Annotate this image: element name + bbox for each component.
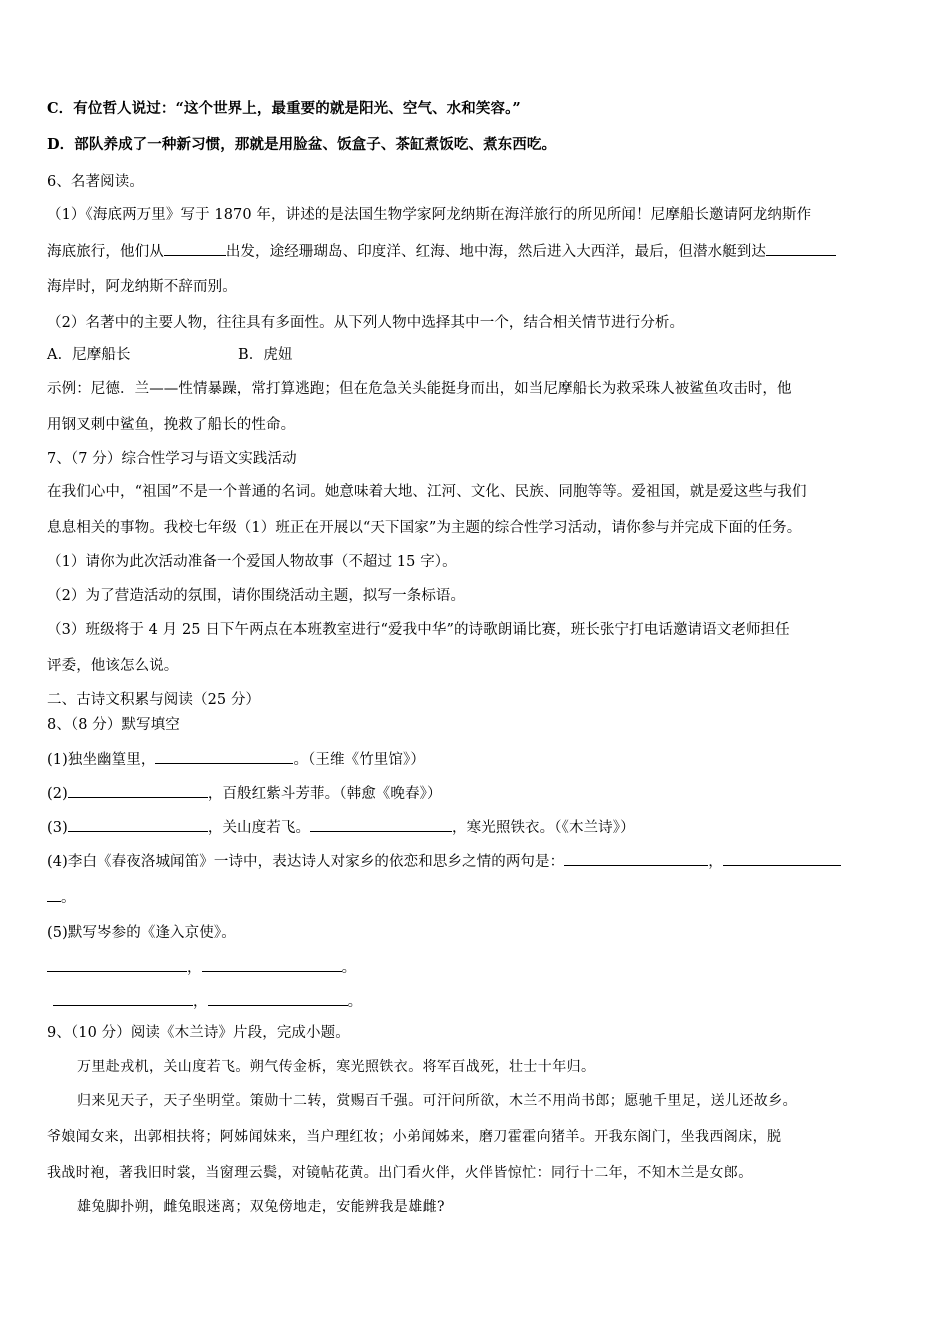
- q6-choices: [47, 345, 293, 365]
- q8-item5-blanks-1: [47, 957, 356, 978]
- q8-item5-blanks-2: [53, 991, 362, 1012]
- q7-task3-line1: （3）班级将于 4 月 25 日下午两点在本班教室进行“爱我中华”的诗歌朗诵比赛，班长张宁打电话邀请语文老师担任: [47, 622, 790, 638]
- answer-blank[interactable]: [47, 957, 187, 972]
- text-segment: (4)李白《春夜洛城闻笛》一诗中，表达诗人对家乡的依恋和思乡之情的两句是：: [47, 854, 565, 870]
- answer-blank[interactable]: [68, 783, 208, 798]
- q8-item1: [47, 749, 425, 770]
- text-segment: 出发，途经珊瑚岛、印度洋、红海、地中海，然后进入大西洋，最后，但潜水艇到达: [225, 244, 767, 260]
- text-segment: ，: [708, 854, 723, 870]
- q6-example-line1: 示例：尼德．兰——性情暴躁，常打算逃跑；但在危急关头能挺身而出，如当尼摩船长为救采珠人被鲨鱼攻击时，他: [47, 381, 792, 397]
- q8-item4-line1: [47, 851, 841, 872]
- q7-intro-line2: 息息相关的事物。我校七年级（1）班正在开展以“天下国家”为主题的综合性学习活动，请你参与并完成下面的任务。: [47, 520, 802, 536]
- text-segment: ，关山度若飞。: [207, 820, 311, 836]
- answer-blank[interactable]: [202, 957, 342, 972]
- question-9-title: 9、（10 分）阅读《木兰诗》片段，完成小题。: [47, 1025, 350, 1041]
- answer-blank[interactable]: [564, 851, 708, 866]
- question-7-title: 7、（7 分）综合性学习与语文实践活动: [47, 451, 297, 467]
- text-segment: (2): [47, 786, 68, 802]
- section-2-title: 二、古诗文积累与阅读（25 分）: [47, 692, 261, 708]
- text-segment: 。（王维《竹里馆》）: [293, 752, 425, 768]
- poem-paragraph-4: 雄兔脚扑朔，雌兔眼迷离；双兔傍地走，安能辨我是雄雌?: [77, 1199, 445, 1215]
- poem-paragraph-3-line1: 爷娘闻女来，出郭相扶将；阿姊闻妹来，当户理红妆；小弟闻姊来，磨刀霍霍向猪羊。开我东阁门，坐我西阁床，脱: [47, 1129, 782, 1145]
- q8-item2: [47, 783, 442, 804]
- q6-part1-line2: [47, 241, 836, 262]
- option-c: C．有位哲人说过：“这个世界上，最重要的就是阳光、空气、水和笑容。”: [47, 100, 521, 117]
- text-segment: 。: [341, 960, 357, 976]
- answer-blank[interactable]: [766, 241, 836, 256]
- choice-b: B．虎妞: [238, 347, 293, 363]
- text-segment: 海底旅行，他们从: [47, 244, 164, 260]
- q6-example-line2: 用钢叉刺中鲨鱼，挽救了船长的性命。: [47, 417, 296, 433]
- q7-task2: （2）为了营造活动的氛围，请你围绕活动主题，拟写一条标语。: [47, 588, 466, 604]
- answer-blank[interactable]: [47, 887, 61, 902]
- text-segment: ，: [193, 994, 208, 1010]
- text-segment: ，寒光照铁衣。（《木兰诗》）: [452, 820, 635, 836]
- text-segment: ，百般红紫斗芳菲。（韩愈《晚春》）: [207, 786, 442, 802]
- answer-blank[interactable]: [68, 817, 208, 832]
- answer-blank[interactable]: [164, 241, 226, 256]
- question-8-title: 8、（8 分）默写填空: [47, 717, 180, 733]
- text-segment: ，: [187, 960, 202, 976]
- q7-task3-line2: 评委，他该怎么说。: [47, 658, 179, 674]
- q6-part2: （2）名著中的主要人物，往往具有多面性。从下列人物中选择其中一个，结合相关情节进行分析。: [47, 315, 685, 331]
- question-6-title: 6、名著阅读。: [47, 174, 144, 190]
- text-segment: (3): [47, 820, 68, 836]
- answer-blank[interactable]: [310, 817, 452, 832]
- q6-part1-line1: （1）《海底两万里》写于 1870 年，讲述的是法国生物学家阿龙纳斯在海洋旅行的所见所闻！尼摩船长邀请阿龙纳斯作: [47, 207, 812, 223]
- poem-paragraph-1: 万里赴戎机，关山度若飞。朔气传金柝，寒光照铁衣。将军百战死，壮士十年归。: [77, 1059, 596, 1075]
- text-segment: 。: [61, 890, 76, 906]
- q8-item4-line2: [47, 887, 76, 908]
- q7-task1: （1）请你为此次活动准备一个爱国人物故事（不超过 15 字）。: [47, 554, 457, 570]
- q8-item5: (5)默写岑参的《逢入京使》。: [47, 925, 236, 941]
- option-d: D．部队养成了一种新习惯，那就是用脸盆、饭盒子、茶缸煮饭吃、煮东西吃。: [47, 136, 557, 153]
- poem-paragraph-3-line2: 我战时袍，著我旧时裳，当窗理云鬓，对镜帖花黄。出门看火伴，火伴皆惊忙：同行十二年，不知木兰是女郎。: [47, 1165, 753, 1181]
- answer-blank[interactable]: [53, 991, 193, 1006]
- q6-part1-line3: 海岸时，阿龙纳斯不辞而别。: [47, 279, 237, 295]
- answer-blank[interactable]: [208, 991, 348, 1006]
- answer-blank[interactable]: [723, 851, 841, 866]
- text-segment: 。: [347, 994, 363, 1010]
- poem-paragraph-2: 归来见天子，天子坐明堂。策勋十二转，赏赐百千强。可汗问所欲，木兰不用尚书郎；愿驰千里足，送儿还故乡。: [77, 1093, 797, 1109]
- q7-intro-line1: 在我们心中，“祖国”不是一个普通的名词。她意味着大地、江河、文化、民族、同胞等等。爱祖国，就是爱这些与我们: [47, 484, 807, 500]
- choice-a: A．尼摩船长: [47, 347, 131, 363]
- text-segment: (1)独坐幽篁里，: [47, 752, 156, 768]
- answer-blank[interactable]: [155, 749, 293, 764]
- q8-item3: [47, 817, 635, 838]
